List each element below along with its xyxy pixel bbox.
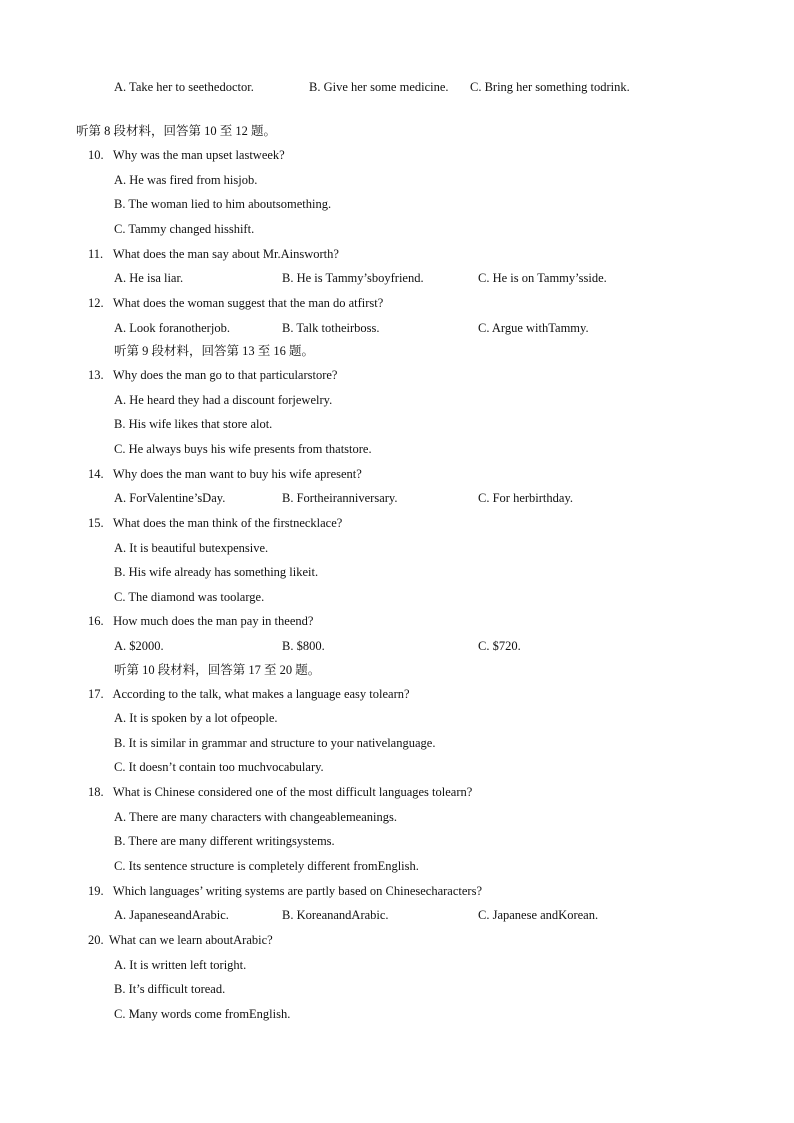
question-16 — [88, 613, 313, 629]
question-11 — [88, 246, 339, 262]
question-number: 16. — [88, 614, 104, 628]
q10-option-b: B. The woman lied to him aboutsomething. — [114, 197, 332, 211]
question-text: Which languages’ writing systems are partly based on Chinesecharacters? — [112, 884, 482, 898]
question-text: What is Chinese considered one of the most difficult languages tolearn? — [112, 785, 473, 799]
question-text: What can we learn aboutArabic? — [108, 933, 273, 947]
q17-option-c: C. It doesn’t contain too muchvocabulary. — [114, 760, 324, 774]
question-12 — [88, 295, 383, 311]
question-20 — [88, 932, 273, 948]
question-text: How much does the man pay in theend? — [113, 614, 314, 628]
question-text: What does the man think of the firstnecklace? — [112, 516, 343, 530]
q15-option-a: A. It is beautiful butexpensive. — [114, 541, 269, 555]
q20-option-b: B. It’s difficult toread. — [114, 982, 226, 996]
question-18 — [88, 784, 472, 800]
question-number: 19. — [88, 884, 104, 898]
q13-option-a: A. He heard they had a discount forjewelry. — [114, 393, 333, 407]
q17-option-b: B. It is similar in grammar and structure to your nativelanguage. — [114, 736, 436, 750]
top-option-c: C. Bring her something todrink. — [470, 80, 630, 94]
q17-option-a: A. It is spoken by a lot ofpeople. — [114, 711, 278, 725]
question-number: 14. — [88, 467, 104, 481]
q16-option-c: C. $720. — [478, 639, 521, 653]
q11-option-a: A. He isa liar. — [114, 271, 184, 285]
question-number: 20. — [88, 933, 104, 947]
q19-option-c: C. Japanese andKorean. — [478, 908, 599, 922]
q12-option-a: A. Look foranotherjob. — [114, 321, 230, 335]
question-text: What does the man say about Mr.Ainsworth? — [112, 247, 339, 261]
question-number: 12. — [88, 296, 104, 310]
question-text: Why does the man go to that particularstore? — [112, 368, 338, 382]
section-heading-9: 听第 9 段材料，回答第 13 至 16 题。 — [114, 344, 315, 358]
q13-option-c: C. He always buys his wife presents from thatstore. — [114, 442, 372, 456]
q16-option-a: A. $2000. — [114, 639, 164, 653]
q12-option-c: C. Argue withTammy. — [478, 321, 589, 335]
q19-option-b: B. KoreanandArabic. — [282, 908, 389, 922]
question-text: Why was the man upset lastweek? — [112, 148, 285, 162]
section-heading-8: 听第 8 段材料，回答第 10 至 12 题。 — [76, 124, 277, 138]
question-text: Why does the man want to buy his wife apresent? — [112, 467, 362, 481]
q18-option-c: C. Its sentence structure is completely different fromEnglish. — [114, 859, 419, 873]
question-14 — [88, 466, 362, 482]
question-number: 15. — [88, 516, 104, 530]
q10-option-a: A. He was fired from hisjob. — [114, 173, 258, 187]
q20-option-c: C. Many words come fromEnglish. — [114, 1007, 291, 1021]
q15-option-c: C. The diamond was toolarge. — [114, 590, 265, 604]
q18-option-a: A. There are many characters with changeablemeanings. — [114, 810, 397, 824]
question-19 — [88, 883, 482, 899]
question-number: 10. — [88, 148, 104, 162]
question-17 — [88, 686, 410, 702]
q16-option-b: B. $800. — [282, 639, 325, 653]
question-number: 17. — [88, 687, 104, 701]
question-10 — [88, 147, 285, 163]
q20-option-a: A. It is written left toright. — [114, 958, 247, 972]
q11-option-b: B. He is Tammy’sboyfriend. — [282, 271, 424, 285]
q15-option-b: B. His wife already has something likeit. — [114, 565, 319, 579]
question-15 — [88, 515, 342, 531]
question-text: According to the talk, what makes a language easy tolearn? — [112, 687, 410, 701]
question-13 — [88, 367, 338, 383]
question-number: 11. — [88, 247, 104, 261]
top-option-a: A. Take her to seethedoctor. — [114, 80, 254, 94]
question-number: 13. — [88, 368, 104, 382]
top-option-b: B. Give her some medicine. — [309, 80, 449, 94]
question-number: 18. — [88, 785, 104, 799]
q14-option-c: C. For herbirthday. — [478, 491, 574, 505]
q14-option-a: A. ForValentine’sDay. — [114, 491, 226, 505]
q18-option-b: B. There are many different writingsystems. — [114, 834, 335, 848]
q10-option-c: C. Tammy changed hisshift. — [114, 222, 255, 236]
q11-option-c: C. He is on Tammy’sside. — [478, 271, 607, 285]
q12-option-b: B. Talk totheirboss. — [282, 321, 380, 335]
q19-option-a: A. JapaneseandArabic. — [114, 908, 229, 922]
section-heading-10: 听第 10 段材料，回答第 17 至 20 题。 — [114, 663, 321, 677]
q13-option-b: B. His wife likes that store alot. — [114, 417, 273, 431]
q14-option-b: B. Fortheiranniversary. — [282, 491, 398, 505]
question-text: What does the woman suggest that the man do atfirst? — [112, 296, 384, 310]
